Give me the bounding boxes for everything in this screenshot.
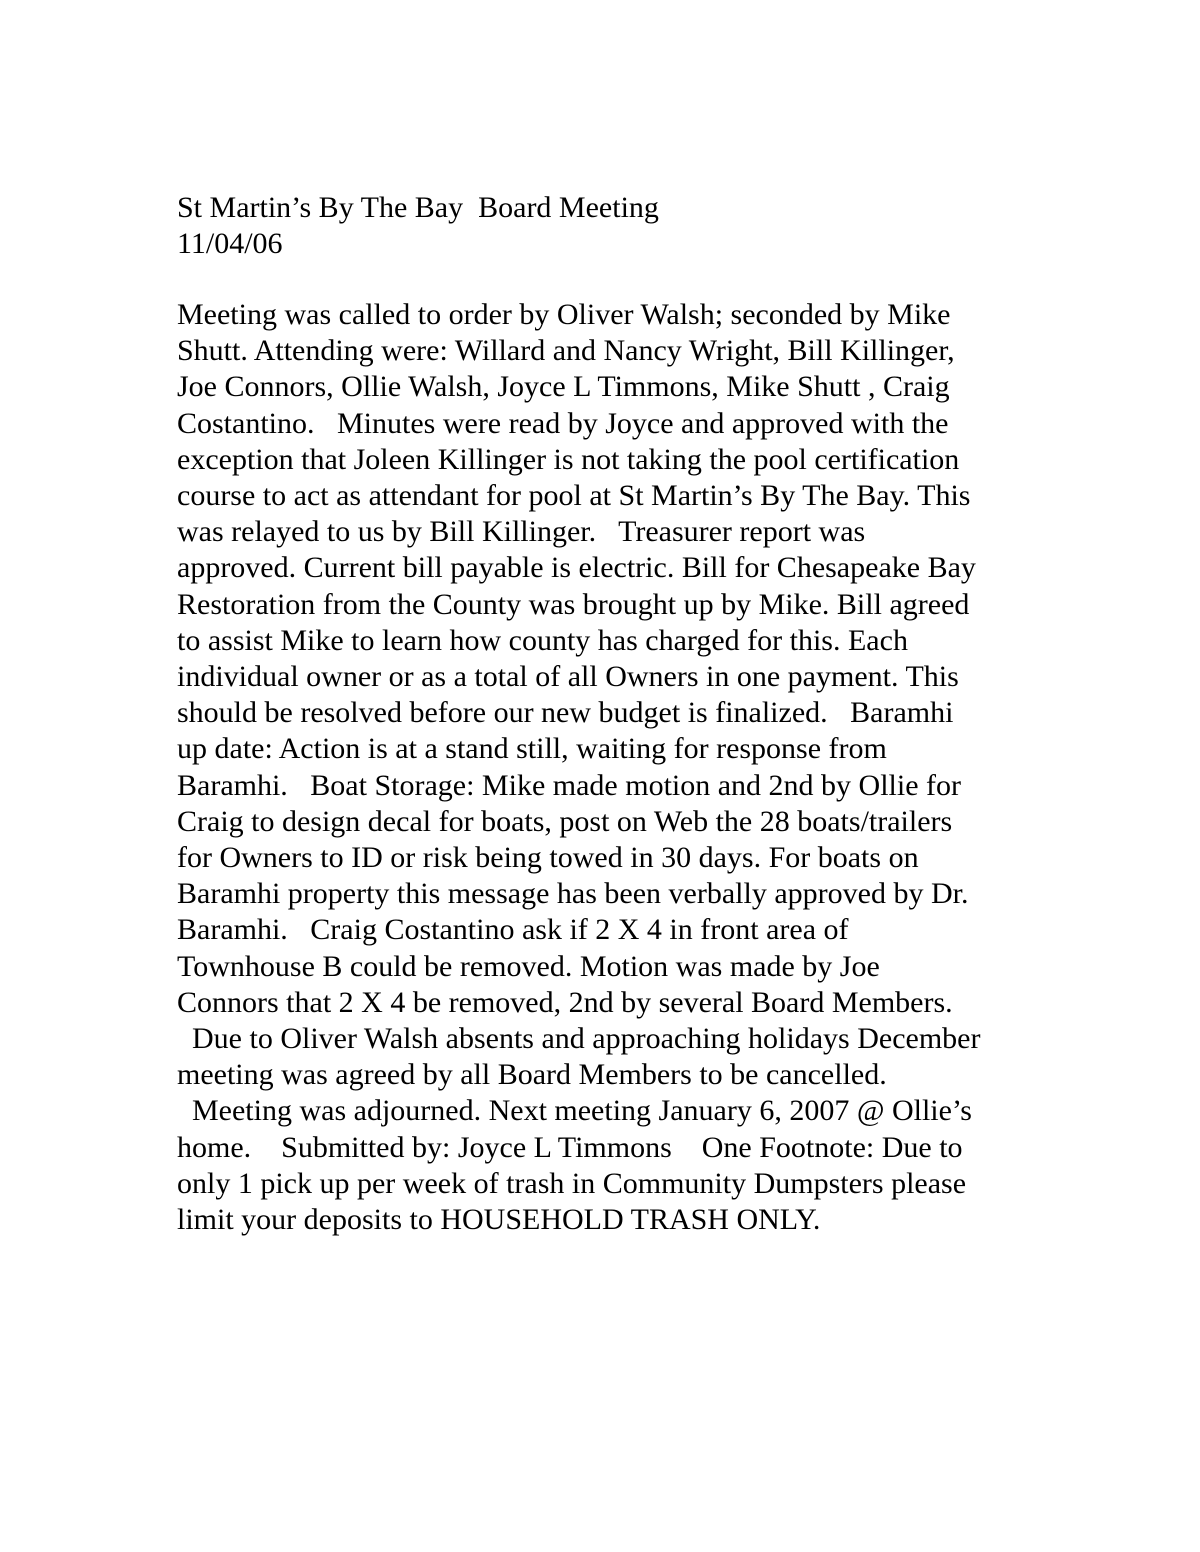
body-line: should be resolved before our new budget is finalized. Baramhi [177, 696, 954, 730]
body-line: Joe Connors, Ollie Walsh, Joyce L Timmons, Mike Shutt , Craig [177, 370, 950, 404]
body-line: Shutt. Attending were: Willard and Nancy Wright, Bill Killinger, [177, 334, 955, 368]
body-line: only 1 pick up per week of trash in Community Dumpsters please [177, 1166, 967, 1200]
body-line: individual owner or as a total of all Owners in one payment. This [177, 660, 959, 694]
body-line: Costantino. Minutes were read by Joyce and approved with the [177, 406, 949, 440]
body-line: Baramhi. Boat Storage: Mike made motion and 2nd by Ollie for [177, 768, 962, 802]
body-line: for Owners to ID or risk being towed in 30 days. For boats on [177, 841, 919, 875]
body-line: up date: Action is at a stand still, waiting for response from [177, 732, 887, 766]
body-line: meeting was agreed by all Board Members to be cancelled. [177, 1058, 887, 1092]
body-line: to assist Mike to learn how county has charged for this. Each [177, 623, 908, 657]
body-line: limit your deposits to HOUSEHOLD TRASH ONLY. [177, 1203, 821, 1237]
body-line: exception that Joleen Killinger is not taking the pool certification [177, 442, 960, 476]
body-line: Meeting was adjourned. Next meeting January 6, 2007 @ Ollie’s [177, 1094, 972, 1128]
body-line: Townhouse B could be removed. Motion was made by Joe [177, 949, 880, 983]
meeting-minutes-body [177, 297, 1077, 1238]
body-line: was relayed to us by Bill Killinger. Treasurer report was [177, 515, 866, 549]
body-line: Restoration from the County was brought up by Mike. Bill agreed [177, 587, 970, 621]
body-line: Connors that 2 X 4 be removed, 2nd by several Board Members. [177, 985, 953, 1019]
body-line: Baramhi property this message has been verbally approved by Dr. [177, 877, 969, 911]
body-line: Meeting was called to order by Oliver Walsh; seconded by Mike [177, 298, 951, 331]
meeting-date: 11/04/06 [177, 227, 283, 261]
body-line: home. Submitted by: Joyce L Timmons One Footnote: Due to [177, 1130, 963, 1164]
body-line: course to act as attendant for pool at St Martin’s By The Bay. This [177, 479, 971, 513]
document-title: St Martin’s By The Bay Board Meeting [177, 191, 659, 224]
body-line: approved. Current bill payable is electric. Bill for Chesapeake Bay [177, 551, 976, 585]
body-line: Craig to design decal for boats, post on Web the 28 boats/trailers [177, 804, 953, 838]
document-header [177, 190, 1037, 262]
body-line: Due to Oliver Walsh absents and approaching holidays December [177, 1022, 981, 1056]
body-line: Baramhi. Craig Costantino ask if 2 X 4 in front area of [177, 913, 849, 947]
